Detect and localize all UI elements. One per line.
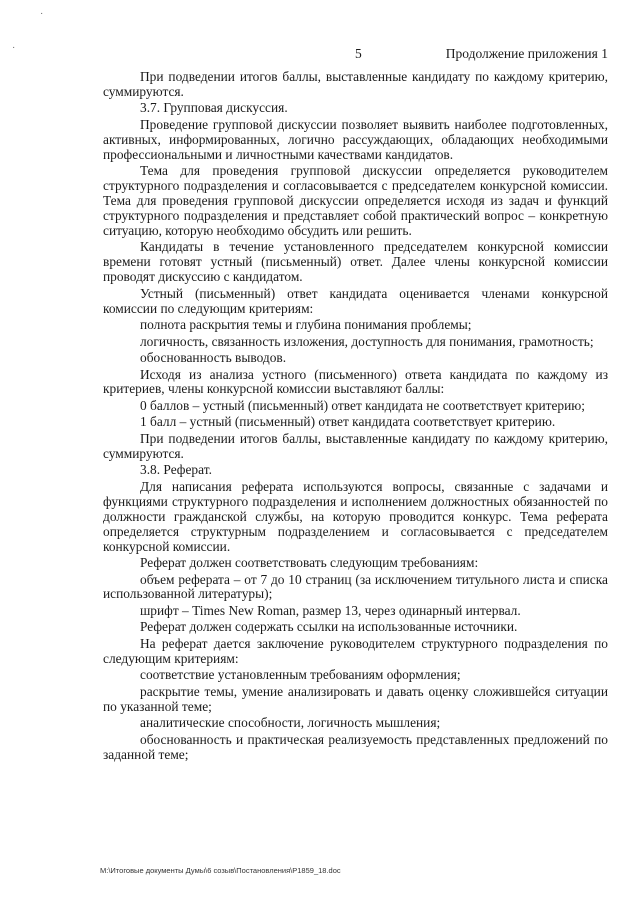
paragraph: Проведение групповой дискуссии позволяет выявить наиболее подготовленных, активных, информированных, логично рассуждающих, обладающих необходимыми профессиональными и личностными качествами кандидатов. bbox=[103, 116, 608, 162]
criteria-item: аналитические способности, логичность мышления; bbox=[140, 715, 441, 731]
criteria-item: логичность, связанность изложения, доступность для понимания, грамотность; bbox=[140, 333, 594, 349]
document-body bbox=[103, 70, 608, 764]
criteria-item: обоснованность выводов. bbox=[140, 350, 287, 366]
paragraph: На реферат дается заключение руководителем структурного подразделения по следующим критериям: bbox=[103, 635, 608, 666]
paragraph: Устный (письменный) ответ кандидата оценивается членами конкурсной комиссии по следующим критериям: bbox=[103, 285, 608, 316]
section-heading: 3.7. Групповая дискуссия. bbox=[140, 100, 288, 116]
paragraph: Кандидаты в течение установленного председателем конкурсной комиссии времени готовят устный (письменный) ответ. Далее члены конкурсной комиссии проводят дискуссию с кандидатом. bbox=[103, 239, 608, 285]
requirement-item: шрифт – Times New Roman, размер 13, через одинарный интервал. bbox=[140, 602, 521, 618]
criteria-item: полнота раскрытия темы и глубина понимания проблемы; bbox=[140, 317, 472, 333]
paragraph: Реферат должен содержать ссылки на использованные источники. bbox=[140, 619, 518, 635]
score-item: 1 балл – устный (письменный) ответ кандидата соответствует критерию. bbox=[140, 414, 556, 430]
section-heading: 3.8. Реферат. bbox=[140, 462, 212, 478]
paragraph: Тема для проведения групповой дискуссии определяется руководителем структурного подразделения и согласовывается с председателем конкурсной комиссии. Тема для проведения групповой дискуссии определяется исходя из задач и функций структурного подразделения и представляет собой практический вопрос – конкретную ситуацию, которую необходимо обсудить или решить. bbox=[103, 163, 608, 238]
paragraph: При подведении итогов баллы, выставленные кандидату по каждому критерию, суммируются. bbox=[103, 430, 608, 461]
file-path-footer: M:\Итоговые документы Думы\6 созыв\Постановления\P1859_18.doc bbox=[100, 866, 341, 875]
paragraph: Исходя из анализа устного (письменного) ответа кандидата по каждому из критериев, члены конкурсной комиссии выставляют баллы: bbox=[103, 366, 608, 397]
score-item: 0 баллов – устный (письменный) ответ кандидата не соответствует критерию; bbox=[140, 397, 586, 413]
criteria-item: раскрытие темы, умение анализировать и давать оценку сложившейся ситуации по указанной теме; bbox=[103, 683, 608, 714]
scan-mark: · bbox=[12, 42, 16, 53]
paragraph: Реферат должен соответствовать следующим требованиям: bbox=[140, 555, 479, 570]
page-number: 5 bbox=[355, 46, 362, 61]
paragraph: Для написания реферата используются вопросы, связанные с задачами и функциями структурного подразделения и исполнением должностных обязанностей по должности гражданской службы, на которую проводится конкурс. Тема реферата определяется структурным подразделением и согласовывается с председателем конкурсной комиссии. bbox=[103, 478, 608, 554]
requirement-item: объем реферата – от 7 до 10 страниц (за исключением титульного листа и списка использованной литературы); bbox=[103, 571, 608, 602]
criteria-item: обоснованность и практическая реализуемость представленных предложений по заданной теме; bbox=[103, 731, 608, 762]
paragraph: При подведении итогов баллы, выставленные кандидату по каждому критерию, суммируются. bbox=[103, 69, 608, 99]
appendix-continuation-note: Продолжение приложения 1 bbox=[445, 46, 608, 61]
criteria-item: соответствие установленным требованиям оформления; bbox=[140, 667, 461, 683]
scan-mark: · bbox=[40, 8, 44, 19]
